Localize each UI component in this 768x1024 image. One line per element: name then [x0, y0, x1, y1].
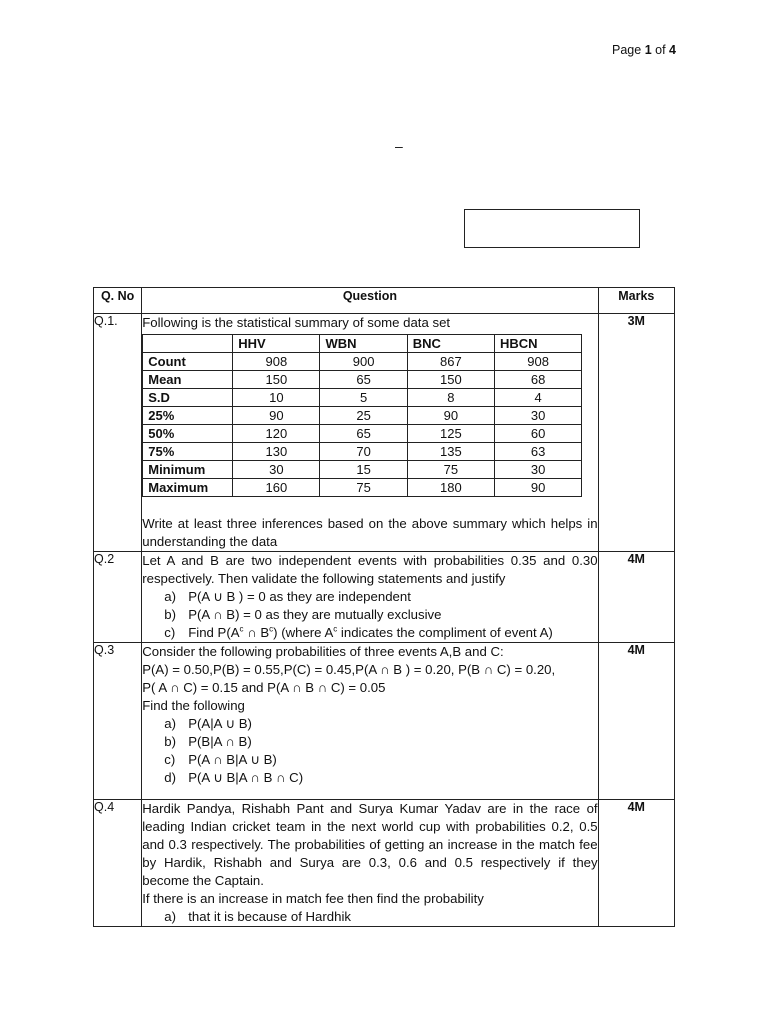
stats-row: [143, 353, 582, 371]
item-text: that it is because of Hardhik: [188, 909, 351, 924]
stats-cell: 25: [320, 407, 407, 425]
stats-cell: 120: [233, 425, 320, 443]
stats-header-row: [143, 335, 582, 353]
item-text: P(A ∩ B) = 0 as they are mutually exclusive: [188, 607, 442, 622]
stats-cell: 150: [407, 371, 494, 389]
stats-row: [143, 479, 582, 497]
stats-cell: 150: [233, 371, 320, 389]
stats-row-label: 25%: [143, 407, 233, 425]
stats-row-label: Minimum: [143, 461, 233, 479]
stats-col-bnc: BNC: [407, 335, 494, 353]
stats-cell: 160: [233, 479, 320, 497]
q4-number: Q.4: [94, 800, 142, 927]
item-text: P(A ∪ B|A ∩ B ∩ C): [188, 770, 304, 785]
stats-cell: 8: [407, 389, 494, 407]
q1-instruction: Write at least three inferences based on the above summary which helps in understanding the data: [142, 516, 598, 549]
stats-cell: 65: [320, 371, 407, 389]
q4-body: [142, 800, 598, 927]
item-label: c): [164, 752, 176, 767]
stats-cell: 60: [494, 425, 581, 443]
stats-cell: 68: [494, 371, 581, 389]
q2-text: Let A and B are two independent events with probabilities 0.35 and 0.30 respectively. Then validate the following statements and justify: [142, 553, 598, 586]
stats-cell: 125: [407, 425, 494, 443]
stats-cell: 4: [494, 389, 581, 407]
q3-find: Find the following: [142, 698, 245, 713]
header-marks: Marks: [598, 288, 674, 314]
stats-cell: 10: [233, 389, 320, 407]
q4-text2: If there is an increase in match fee then find the probability: [142, 891, 484, 906]
stats-row: [143, 389, 582, 407]
stats-corner: [143, 335, 233, 353]
stats-row-label: Mean: [143, 371, 233, 389]
stats-cell: 5: [320, 389, 407, 407]
stats-row: [143, 461, 582, 479]
q2-item-a: [142, 588, 597, 606]
stats-col-hbcn: HBCN: [494, 335, 581, 353]
q1-body: [142, 314, 598, 552]
stats-row: [143, 371, 582, 389]
item-label: a): [164, 716, 176, 731]
stats-row-label: Count: [143, 353, 233, 371]
stats-row: [143, 425, 582, 443]
header-qno: Q. No: [94, 288, 142, 314]
q3-item-c: [142, 751, 597, 769]
q3-line2: P( A ∩ C) = 0.15 and P(A ∩ B ∩ C) = 0.05: [142, 680, 386, 695]
q1-intro: Following is the statistical summary of some data set: [142, 315, 451, 330]
seat-number-box: [464, 209, 640, 248]
stats-cell: 30: [233, 461, 320, 479]
question-table-header: [94, 288, 675, 314]
q2-body: [142, 552, 598, 643]
stats-cell: 65: [320, 425, 407, 443]
stats-cell: 908: [494, 353, 581, 371]
item-label: c): [164, 625, 176, 640]
stats-row-label: S.D: [143, 389, 233, 407]
stats-cell: 30: [494, 461, 581, 479]
stats-row-label: 75%: [143, 443, 233, 461]
q3-line1: P(A) = 0.50,P(B) = 0.55,P(C) = 0.45,P(A ∩ B ) = 0.20, P(B ∩ C) = 0.20,: [142, 662, 556, 677]
stats-cell: 135: [407, 443, 494, 461]
item-text: P(A ∩ B|A ∪ B): [188, 752, 277, 767]
question-row-q3: [94, 643, 675, 800]
stats-cell: 867: [407, 353, 494, 371]
stats-cell: 908: [233, 353, 320, 371]
stats-cell: 90: [494, 479, 581, 497]
q2-item-c: [142, 624, 597, 642]
item-text: P(A ∪ B ) = 0 as they are independent: [188, 589, 411, 604]
q2-number: Q.2: [94, 552, 142, 643]
q2-marks: 4M: [598, 552, 674, 643]
stats-cell: 900: [320, 353, 407, 371]
stats-table: [142, 334, 582, 497]
stats-row-label: Maximum: [143, 479, 233, 497]
item-label: a): [164, 909, 176, 924]
stats-cell: 30: [494, 407, 581, 425]
item-text: P(A|A ∪ B): [188, 716, 252, 731]
header-question: Question: [142, 288, 598, 314]
stats-cell: 15: [320, 461, 407, 479]
stats-cell: 70: [320, 443, 407, 461]
stats-row: [143, 443, 582, 461]
title-dash: –: [395, 138, 403, 154]
q3-number: Q.3: [94, 643, 142, 800]
item-label: a): [164, 589, 176, 604]
q1-marks: 3M: [598, 314, 674, 552]
q3-marks: 4M: [598, 643, 674, 800]
stats-cell: 180: [407, 479, 494, 497]
question-row-q4: [94, 800, 675, 927]
stats-col-wbn: WBN: [320, 335, 407, 353]
q2-item-b: [142, 606, 597, 624]
q3-item-b: [142, 733, 597, 751]
stats-col-hhv: HHV: [233, 335, 320, 353]
stats-row: [143, 407, 582, 425]
stats-cell: 75: [320, 479, 407, 497]
q1-number: Q.1.: [94, 314, 142, 552]
page-number: Page 1 of 4: [612, 43, 676, 57]
stats-row-label: 50%: [143, 425, 233, 443]
stats-cell: 130: [233, 443, 320, 461]
stats-cell: 75: [407, 461, 494, 479]
q4-marks: 4M: [598, 800, 674, 927]
item-label: b): [164, 734, 176, 749]
stats-cell: 63: [494, 443, 581, 461]
q3-intro: Consider the following probabilities of three events A,B and C:: [142, 644, 504, 659]
item-text: P(B|A ∩ B): [188, 734, 252, 749]
item-label: b): [164, 607, 176, 622]
stats-cell: 90: [407, 407, 494, 425]
q3-item-d: [142, 769, 597, 787]
item-text: Find $P(A^c$ ∩ $B^c$) (where $A^c$ indicates the compliment of event A): [188, 624, 553, 640]
question-table: [93, 287, 675, 927]
question-row-q1: [94, 314, 675, 552]
stats-cell: 90: [233, 407, 320, 425]
q4-text: Hardik Pandya, Rishabh Pant and Surya Kumar Yadav are in the race of leading Indian cricket team in the next world cup with probabilities 0.2, 0.5 and 0.3 respectively. The probabilities of getting an increase in the match fee by Hardik, Rishabh and Surya are 0.3, 0.6 and 0.5 respectively if they become the Captain.: [142, 801, 598, 888]
item-label: d): [164, 770, 176, 785]
question-row-q2: [94, 552, 675, 643]
q4-item-a: [142, 908, 597, 926]
q3-item-a: [142, 715, 597, 733]
q3-body: [142, 643, 598, 800]
